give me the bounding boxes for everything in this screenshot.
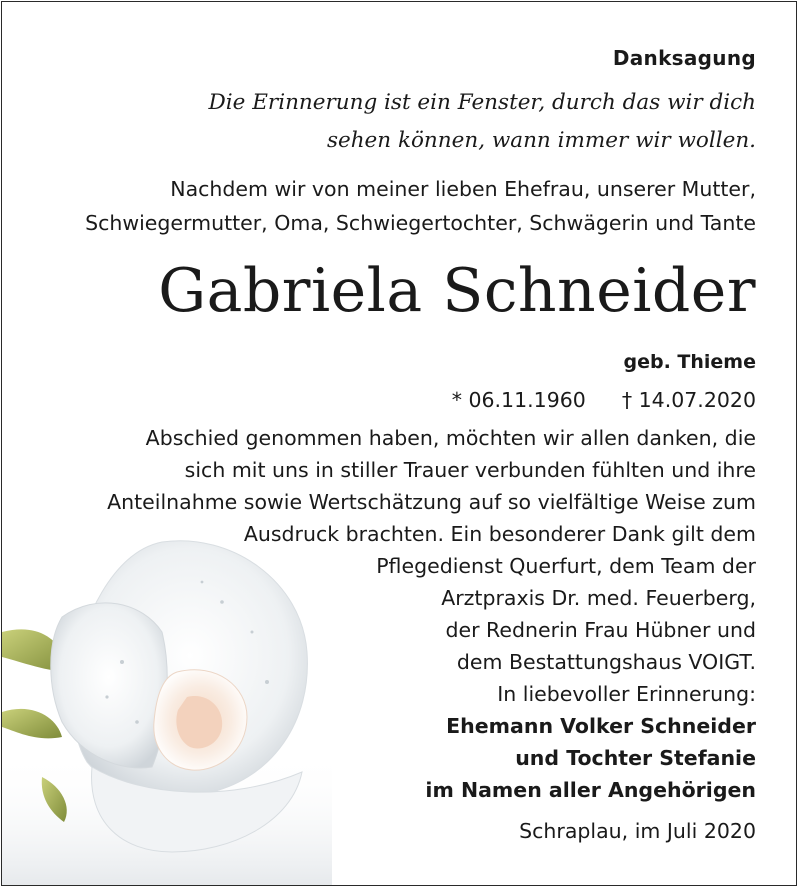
body-line: sich mit uns in stiller Trauer verbunden fühlten und ihre <box>184 458 756 482</box>
heading: Danksagung <box>612 46 756 70</box>
body-line: Abschied genommen haben, möchten wir allen danken, die <box>145 426 756 450</box>
white-rose-image <box>2 522 332 886</box>
quote-line: Die Erinnerung ist ein Fenster, durch das wir dich <box>208 90 756 115</box>
obituary-notice <box>1 1 797 886</box>
death-date: † 14.07.2020 <box>621 388 756 412</box>
body-line: Pflegedienst Querfurt, dem Team der <box>376 554 756 578</box>
closing-line: In liebevoller Erinnerung: <box>497 682 756 706</box>
intro-line: Nachdem wir von meiner lieben Ehefrau, unserer Mutter, <box>170 177 756 201</box>
life-dates <box>452 388 756 412</box>
birth-date: * 06.11.1960 <box>451 388 586 412</box>
intro-line: Schwiegermutter, Oma, Schwiegertochter, Schwägerin und Tante <box>85 211 756 235</box>
body-line: dem Bestattungshaus VOIGT. <box>456 650 756 674</box>
body-line: Ausdruck brachten. Ein besonderer Dank gilt dem <box>243 522 756 546</box>
signatory-line: im Namen aller Angehörigen <box>425 778 756 802</box>
body-line: Anteilnahme sowie Wertschätzung auf so vielfältige Weise zum <box>107 490 756 514</box>
deceased-name: Gabriela Schneider <box>158 256 756 326</box>
signatory-line: und Tochter Stefanie <box>515 746 756 770</box>
quote-line: sehen können, wann immer wir wollen. <box>326 128 756 153</box>
body-line: der Rednerin Frau Hübner und <box>445 618 756 642</box>
signatory-line: Ehemann Volker Schneider <box>446 714 756 738</box>
maiden-name: geb. Thieme <box>623 351 756 373</box>
place-date: Schraplau, im Juli 2020 <box>519 819 756 843</box>
body-line: Arztpraxis Dr. med. Feuerberg, <box>441 586 756 610</box>
